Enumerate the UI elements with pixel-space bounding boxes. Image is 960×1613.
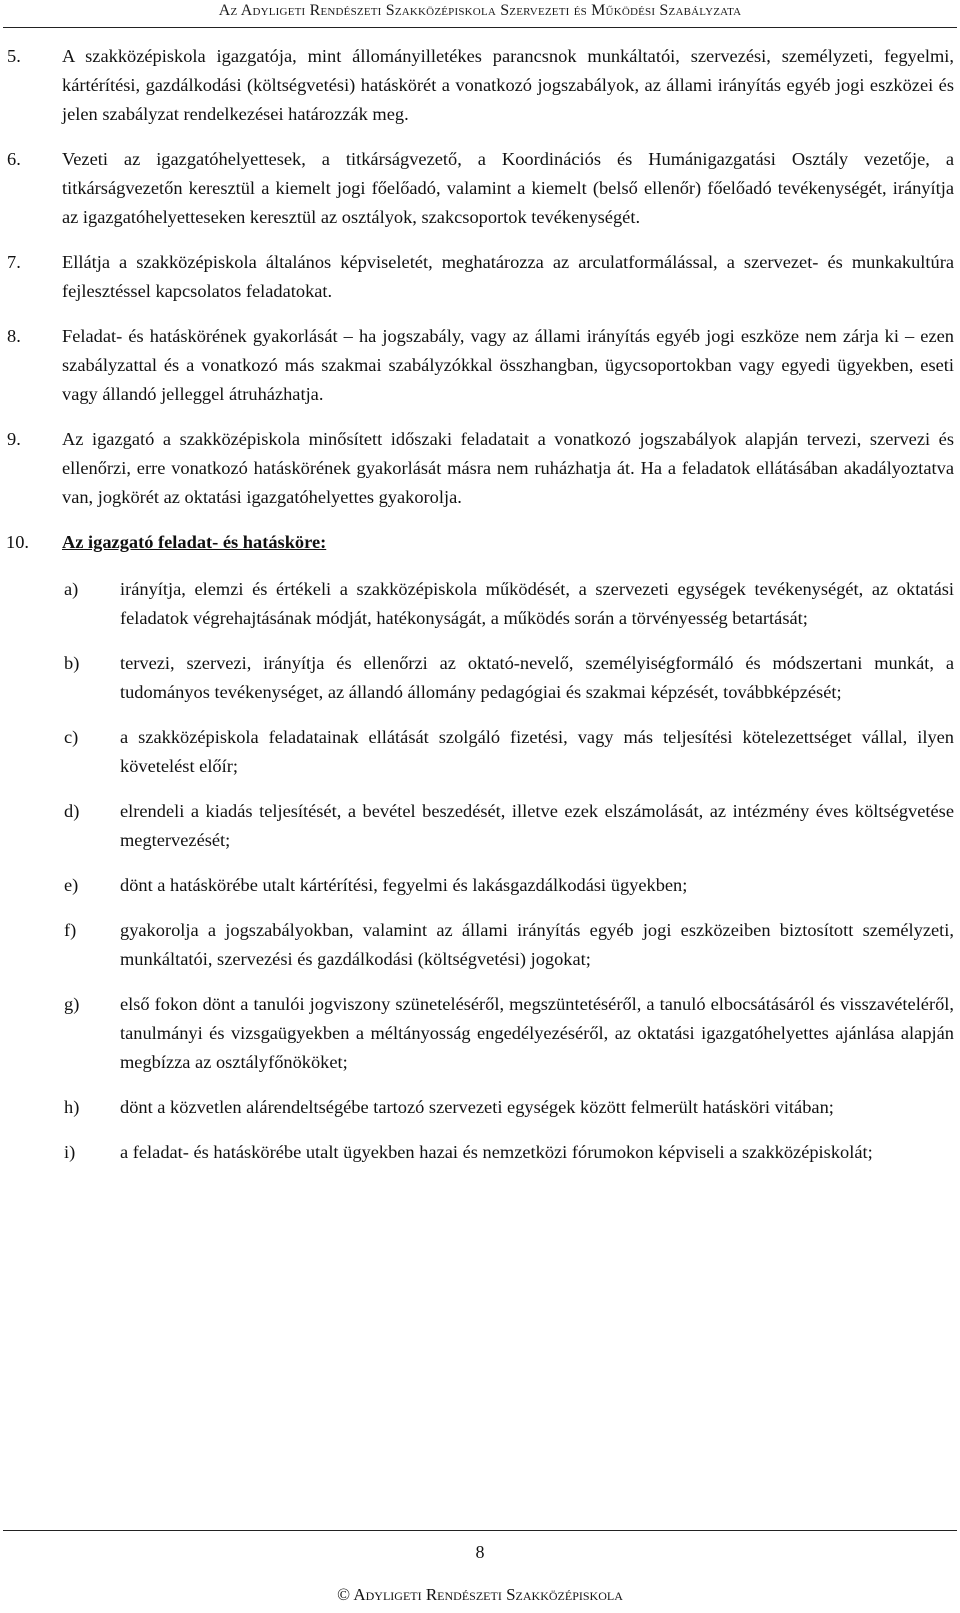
paragraph-9 xyxy=(4,425,954,512)
footer-copyright: © Adyligeti Rendészeti Szakközépiskola xyxy=(337,1585,623,1604)
item-text: irányítja, elemzi és értékeli a szakközépiskola működését, a szervezeti egységek tevékenységét, az oktatási feladatok végrehajtásának módját, hatékonyságát, a működés során a törvényesség betartását; xyxy=(120,579,954,628)
paragraph-text: Az igazgató a szakközépiskola minősített időszaki feladatait a vonatkozó jogszabályok alapján tervezi, szervezi és ellenőrzi, erre vonatkozó hatáskörének gyakorlását másra nem ruházhatja át. Ha a feladatok ellátásában akadályoztatva van, jogkörét az oktatási igazgatóhelyettes gyakorolja. xyxy=(62,429,954,507)
paragraph-number: 7. xyxy=(7,252,21,272)
paragraph-6 xyxy=(4,145,954,232)
item-letter: h) xyxy=(64,1097,80,1117)
list-item-c xyxy=(4,723,954,781)
document-title: Az Adyligeti Rendészeti Szakközépiskola Szervezeti és Működési Szabályzata xyxy=(218,2,742,19)
item-text: a szakközépiskola feladatainak ellátását szolgáló fizetési, vagy más teljesítési kötelezettséget vállal, ilyen követelést előír; xyxy=(120,727,954,776)
paragraph-number: 10. xyxy=(6,532,29,552)
header-divider xyxy=(3,27,957,28)
paragraph-text: Vezeti az igazgatóhelyettesek, a titkárságvezető, a Koordinációs és Humánigazgatási Osztály vezetője, a titkárságvezetőn keresztül a kiemelt jogi főelőadó, valamint a kiemelt (belső ellenőr) főelőadó tevékenységét, irányítja az igazgatóhelyetteseken keresztül az osztályok, szakcsoportok tevékenységét. xyxy=(62,149,954,227)
page-number: 8 xyxy=(475,1542,485,1562)
item-text: elrendeli a kiadás teljesítését, a bevétel beszedését, illetve ezek elszámolását, az intézmény éves költségvetése megtervezését; xyxy=(120,801,954,850)
item-letter: c) xyxy=(64,727,79,747)
paragraph-number: 9. xyxy=(7,429,21,449)
item-text: gyakorolja a jogszabályokban, valamint az állami irányítás egyéb jogi eszközeiben biztosított személyzeti, munkáltatói, szervezési és gazdálkodási (költségvetési) jogokat; xyxy=(120,920,954,969)
list-item-a xyxy=(4,575,954,633)
item-text: első fokon dönt a tanulói jogviszony szüneteléséről, megszüntetéséről, a tanuló elbocsátásáról és visszavételéről, tanulmányi és vizsgaügyekben a méltányosság engedélyezéséről, az oktatási igazgatóhelyettes ajánlása alapján megbízza az osztályfőnököket; xyxy=(120,994,954,1072)
page-header xyxy=(0,0,960,40)
list-item-i xyxy=(4,1138,954,1167)
document-body xyxy=(4,42,954,1183)
list-item-h xyxy=(4,1093,954,1122)
item-letter: i) xyxy=(64,1142,76,1162)
list-item-b xyxy=(4,649,954,707)
item-letter: f) xyxy=(64,920,77,940)
list-item-e xyxy=(4,871,954,900)
item-letter: d) xyxy=(64,801,80,821)
item-text: dönt a közvetlen alárendeltségébe tartozó szervezeti egységek között felmerült hatásköri vitában; xyxy=(120,1097,834,1117)
item-letter: b) xyxy=(64,653,80,673)
paragraph-7 xyxy=(4,248,954,306)
paragraph-text: A szakközépiskola igazgatója, mint állományilletékes parancsnok munkáltatói, szervezési, személyzeti, fegyelmi, kártérítési, gazdálkodási (költségvetési) hatáskörét a vonatkozó jogszabályok, az állami irányítás egyéb jogi eszközei és jelen szabályzat rendelkezései határozzák meg. xyxy=(62,46,954,124)
paragraph-number: 8. xyxy=(7,326,21,346)
paragraph-number: 6. xyxy=(7,149,21,169)
list-item-d xyxy=(4,797,954,855)
paragraph-5 xyxy=(4,42,954,129)
item-text: tervezi, szervezi, irányítja és ellenőrzi az oktató-nevelő, személyiségformáló és módszertani munkát, a tudományos tevékenységet, az állandó állomány pedagógiai és szakmai képzését, továbbképzését; xyxy=(120,653,954,702)
duty-list xyxy=(4,575,954,1167)
paragraph-text: Feladat- és hatáskörének gyakorlását – ha jogszabály, vagy az állami irányítás egyéb jogi eszköze nem zárja ki – ezen szabályzattal és a vonatkozó más szakmai szabályzókkal összhangban, ügycsoportokban vagy egyedi ügyekben, eseti vagy állandó jelleggel átruházhatja. xyxy=(62,326,954,404)
item-text: dönt a hatáskörébe utalt kártérítési, fegyelmi és lakásgazdálkodási ügyekben; xyxy=(120,875,688,895)
item-letter: g) xyxy=(64,994,80,1014)
paragraph-number: 5. xyxy=(7,46,21,66)
item-letter: a) xyxy=(64,579,79,599)
item-text: a feladat- és hatáskörébe utalt ügyekben hazai és nemzetközi fórumokon képviseli a szakközépiskolát; xyxy=(120,1142,873,1162)
section-heading: Az igazgató feladat- és hatásköre: xyxy=(62,532,327,552)
list-item-f xyxy=(4,916,954,974)
footer-divider xyxy=(3,1530,957,1531)
item-letter: e) xyxy=(64,875,79,895)
paragraph-8 xyxy=(4,322,954,409)
paragraph-10 xyxy=(4,528,954,557)
list-item-g xyxy=(4,990,954,1077)
paragraph-text: Ellátja a szakközépiskola általános képviseletét, meghatározza az arculatformálással, a szervezet- és munkakultúra fejlesztéssel kapcsolatos feladatokat. xyxy=(62,252,954,301)
